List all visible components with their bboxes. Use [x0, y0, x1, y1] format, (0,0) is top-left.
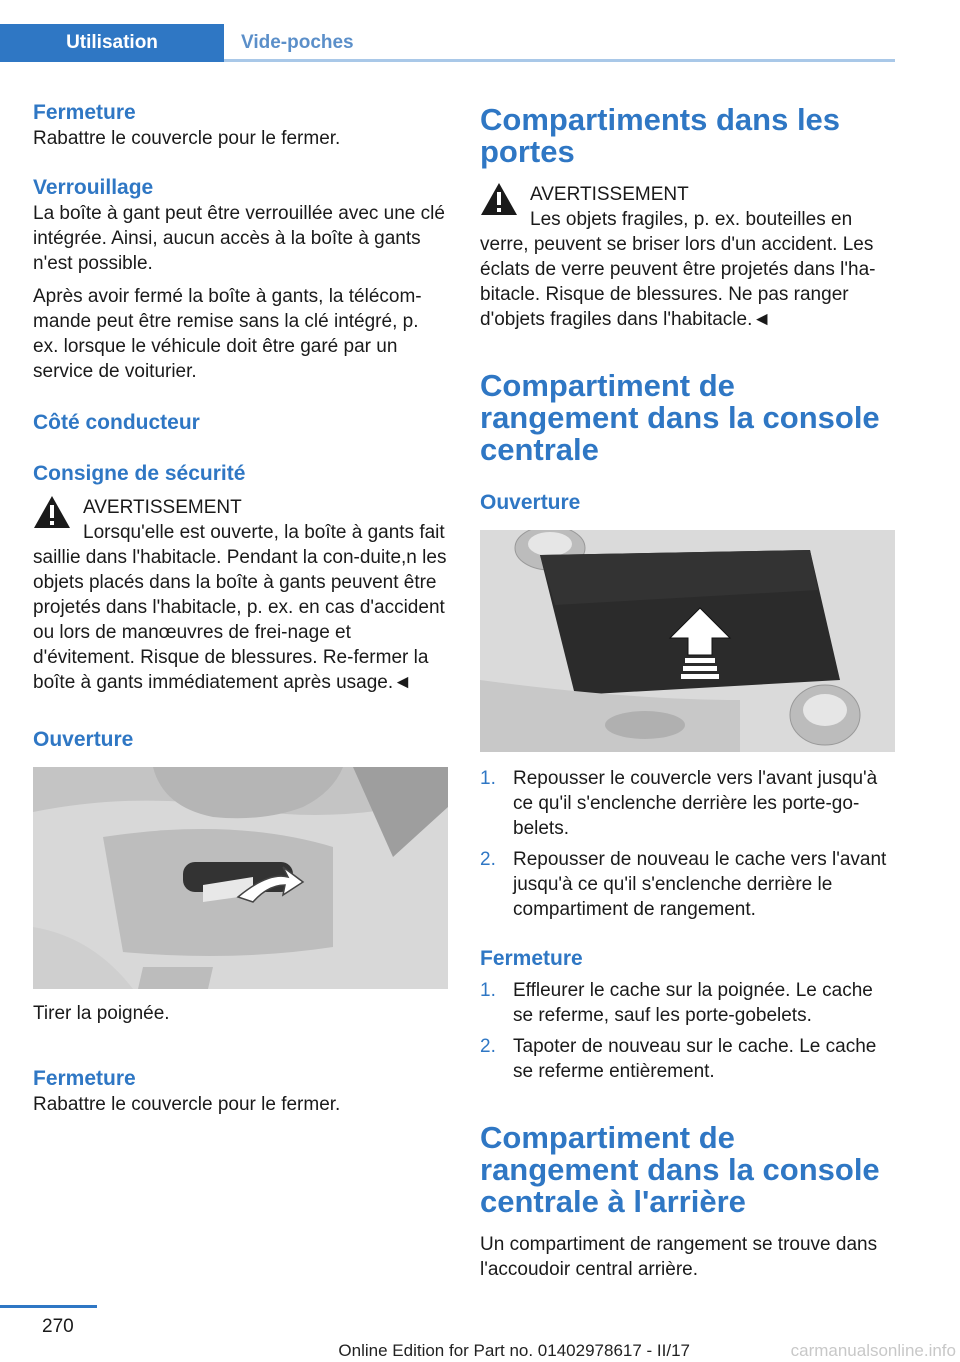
- watermark: carmanualsonline.info: [790, 1341, 956, 1360]
- heading-ouverture: Ouverture: [33, 728, 134, 751]
- page-number: 270: [42, 1316, 74, 1337]
- step-number: 2.: [480, 849, 496, 870]
- right-column: [480, 100, 895, 1282]
- list-item: [480, 978, 895, 1028]
- footer-edition: Online Edition for Part no. 01402978617 - II/17: [338, 1341, 690, 1360]
- step-text: Repousser le couvercle vers l'avant jusqu'à ce qu'il s'enclenche derrière les porte-go-belets.: [513, 768, 878, 839]
- list-item: [480, 847, 895, 922]
- warning-block-doors: [480, 182, 895, 332]
- heading-console-centrale: Compartiment de rangement dans la console centrale: [480, 368, 880, 467]
- tab-vide-poches[interactable]: Vide-poches: [241, 32, 354, 53]
- warning-text: Lorsqu'elle est ouverte, la boîte à gants fait saillie dans l'habitacle. Pendant la con-duite,n les objets placés dans la boîte à gants peuvent être projetés dans l'habitacle, p. ex. en cas d'accident ou lors de manœuvres de frei-nage et d'évitement. Risque de blessures. Re-fermer la boîte à gants immédiatement après usage.◄: [33, 522, 447, 693]
- fermeture-text-2: Rabattre le couvercle pour le fermer.: [33, 1094, 341, 1115]
- heading-consigne-securite: Consigne de sécurité: [33, 462, 246, 485]
- warning-triangle-icon: [33, 495, 71, 529]
- warning-title: AVERTISSEMENT: [83, 497, 242, 518]
- list-item: [480, 766, 895, 841]
- step-text: Effleurer le cache sur la poignée. Le cache se referme, sauf les porte-gobelets.: [513, 980, 873, 1026]
- step-number: 2.: [480, 1036, 496, 1057]
- heading-ouverture: Ouverture: [480, 491, 581, 514]
- tab-utilisation[interactable]: Utilisation: [0, 24, 224, 62]
- warning-block-glovebox: [33, 495, 448, 695]
- heading-console-arriere: Compartiment de rangement dans la console centrale à l'arrière: [480, 1120, 880, 1219]
- warning-title: AVERTISSEMENT: [530, 184, 689, 205]
- verrouillage-paragraph-2: Après avoir fermé la boîte à gants, la télécom-mande peut être remise sans la clé intégré, p. ex. lorsque le véhicule doit être garé par un service de voiturier.: [33, 286, 422, 382]
- heading-fermeture: Fermeture: [480, 947, 583, 970]
- tab-underline: [224, 59, 895, 62]
- figure-caption: Tirer la poignée.: [33, 1003, 170, 1024]
- ouverture-steps-list: [480, 766, 895, 922]
- left-column: [33, 100, 448, 1117]
- warning-triangle-icon: [480, 182, 518, 216]
- step-number: 1.: [480, 768, 496, 789]
- footer-rule: [0, 1305, 97, 1308]
- console-image: [480, 530, 895, 752]
- console-illustration: [480, 530, 895, 752]
- step-number: 1.: [480, 980, 496, 1001]
- list-item: [480, 1034, 895, 1084]
- fermeture-text: Rabattre le couvercle pour le fermer.: [33, 128, 341, 149]
- section-tabbar: [0, 24, 895, 62]
- heading-fermeture: Fermeture: [33, 101, 136, 124]
- step-text: Repousser de nouveau le cache vers l'avant jusqu'à ce qu'il s'enclenche derrière le compartiment de rangement.: [513, 849, 887, 920]
- glovebox-image: [33, 767, 448, 989]
- fermeture-steps-list: [480, 978, 895, 1084]
- heading-compartiments-portes: Compartiments dans les portes: [480, 102, 841, 169]
- glovebox-illustration: [33, 767, 448, 989]
- warning-text: Les objets fragiles, p. ex. bouteilles en verre, peuvent se briser lors d'un accident. Les éclats de verre peuvent être projetés dans l'ha-bitacle. Risque de blessures. Ne pas ranger d'objets fragiles dans l'habitacle.◄: [480, 209, 876, 330]
- verrouillage-paragraph-1: La boîte à gant peut être verrouillée avec une clé intégrée. Ainsi, aucun accès à la boîte à gants n'est possible.: [33, 203, 445, 274]
- heading-fermeture-2: Fermeture: [33, 1067, 136, 1090]
- arriere-text: Un compartiment de rangement se trouve dans l'accoudoir central arrière.: [480, 1234, 878, 1280]
- heading-cote-conducteur: Côté conducteur: [33, 411, 200, 434]
- heading-verrouillage: Verrouillage: [33, 176, 154, 199]
- step-text: Tapoter de nouveau sur le cache. Le cache se referme entièrement.: [513, 1036, 877, 1082]
